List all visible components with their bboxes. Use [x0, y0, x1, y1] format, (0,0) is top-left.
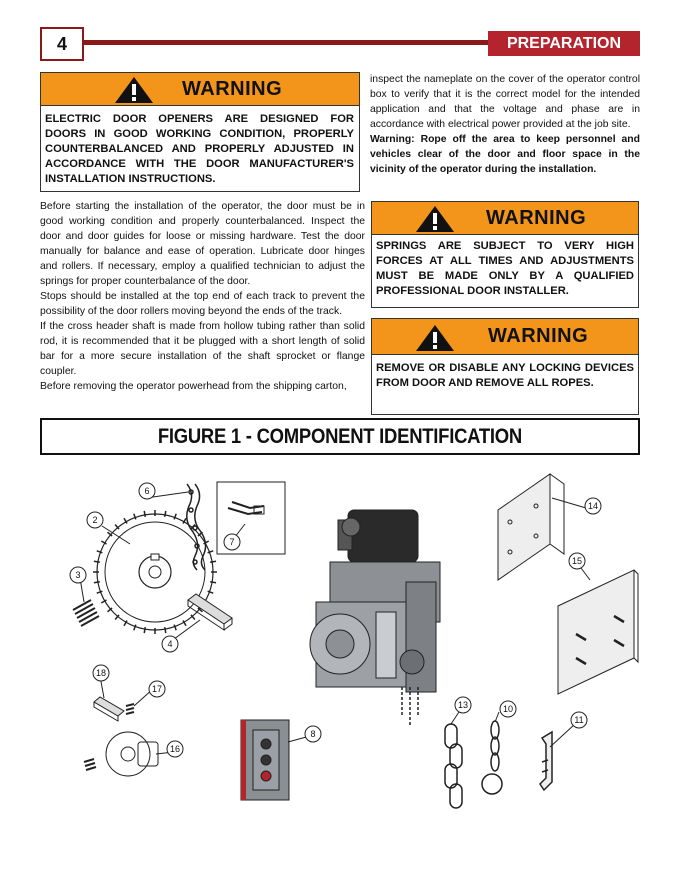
callout-17: 17 [151, 684, 163, 694]
warning-text: ELECTRIC DOOR OPENERS ARE DESIGNED FOR DOORS IN GOOD WORKING CONDITION, PROPERLY COUNTERBALANCED AND PROPERLY ADJUSTED IN ACCORDANCE WITH THE DOOR MANUFACTURER'S INSTALLATION INSTRUCTIONS. [45, 113, 354, 185]
callout-4: 4 [167, 639, 173, 649]
base-plate-part [558, 570, 638, 694]
sprocket-tooth [210, 582, 216, 583]
callout-13: 13 [457, 700, 469, 710]
callout-10: 10 [502, 704, 514, 714]
small-sprocket-part [84, 732, 158, 776]
track-stops-paragraph: Stops should be installed at the top end of each track to prevent the possibility of the door rollers moving beyond the ends of the track. [40, 291, 365, 317]
callout-15: 15 [571, 556, 583, 566]
warning-header [41, 73, 359, 106]
warning-triangle-icon [415, 323, 455, 353]
callout-7: 7 [229, 537, 235, 547]
sprocket-tooth [94, 561, 100, 562]
callout-14: 14 [587, 501, 599, 511]
sprocket-tooth [144, 627, 145, 633]
callout-18: 18 [95, 668, 107, 678]
header-shaft-paragraph: If the cross header shaft is made from hollow tubing rather than solid rod, it is recommended that it be plugged with a short length of solid bar for a more secure installation of the shaft sprocket or flange coupler. [40, 321, 365, 377]
warning-box-door-condition [40, 72, 360, 192]
small-key-part [94, 697, 124, 721]
warning-text: REMOVE OR DISABLE ANY LOCKING DEVICES FROM DOOR AND REMOVE ALL ROPES. [376, 362, 634, 389]
nameplate-paragraph: inspect the nameplate on the cover of the operator control box to verify that it is the correct model for the intended application and that the voltage and phase are in accordance with electrical power provided at the job site. [370, 74, 640, 130]
roller-chain-part [187, 484, 206, 570]
warning-header [372, 202, 638, 235]
warning-header [372, 319, 638, 355]
callout-2: 2 [92, 515, 98, 525]
chain-keeper-part [540, 732, 552, 790]
callout-16: 16 [169, 744, 181, 754]
left-column-text [40, 199, 365, 394]
component-diagram [40, 462, 640, 872]
set-screw-part [73, 600, 99, 626]
sprocket-tooth [165, 511, 166, 517]
header-rule [84, 40, 488, 45]
warning-box-locking-devices [371, 318, 639, 415]
sprocket-tooth [210, 561, 216, 562]
page-number: 4 [40, 27, 84, 61]
callout-8: 8 [310, 729, 316, 739]
warning-triangle-icon [114, 76, 154, 104]
callout-11: 11 [574, 715, 584, 725]
chain-ring-part [482, 721, 502, 794]
callout-6: 6 [144, 486, 150, 496]
door-condition-paragraph: Before starting the installation of the operator, the door must be in good working condition and properly counterbalanced. Inspect the door and door guides for loose or missing hardware. Test the door manually for balance and ease of operation. Lubricate door hinges and rollers. If necessary, employ a qualified technician to adjust the springs for proper counterbalance of the door. [40, 201, 365, 287]
mounting-bracket-part [498, 474, 564, 580]
small-set-screw-part [126, 704, 134, 714]
figure-title [40, 418, 640, 455]
warning-triangle-icon [415, 205, 455, 233]
operator-powerhead-part [310, 510, 440, 727]
figure-title-text: FIGURE 1 - COMPONENT IDENTIFICATION [157, 424, 523, 448]
sprocket-tooth [165, 627, 166, 633]
warning-text: SPRINGS ARE SUBJECT TO VERY HIGH FORCES AT ALL TIMES AND ADJUSTMENTS MUST BE MADE ONLY BY A QUALIFIED PROFESSIONAL DOOR INSTALLER. [376, 240, 634, 297]
sprocket-tooth [94, 582, 100, 583]
callout-3: 3 [75, 570, 81, 580]
powerhead-paragraph: Before removing the operator powerhead from the shipping carton, [40, 381, 347, 392]
sprocket-tooth [144, 511, 145, 517]
key-part [188, 594, 232, 630]
section-title: PREPARATION [488, 31, 640, 56]
hand-chain-part [445, 724, 462, 808]
rope-off-warning-note: Warning: Rope off the area to keep personnel and vehicles clear of the door and floor space in the vicinity of the operator during the installation. [370, 134, 640, 175]
pushbutton-station-part [241, 720, 289, 800]
right-column-text [370, 72, 640, 177]
warning-box-springs [371, 201, 639, 308]
warning-title: WARNING [486, 206, 587, 229]
warning-title: WARNING [488, 325, 589, 347]
warning-title: WARNING [182, 77, 283, 100]
